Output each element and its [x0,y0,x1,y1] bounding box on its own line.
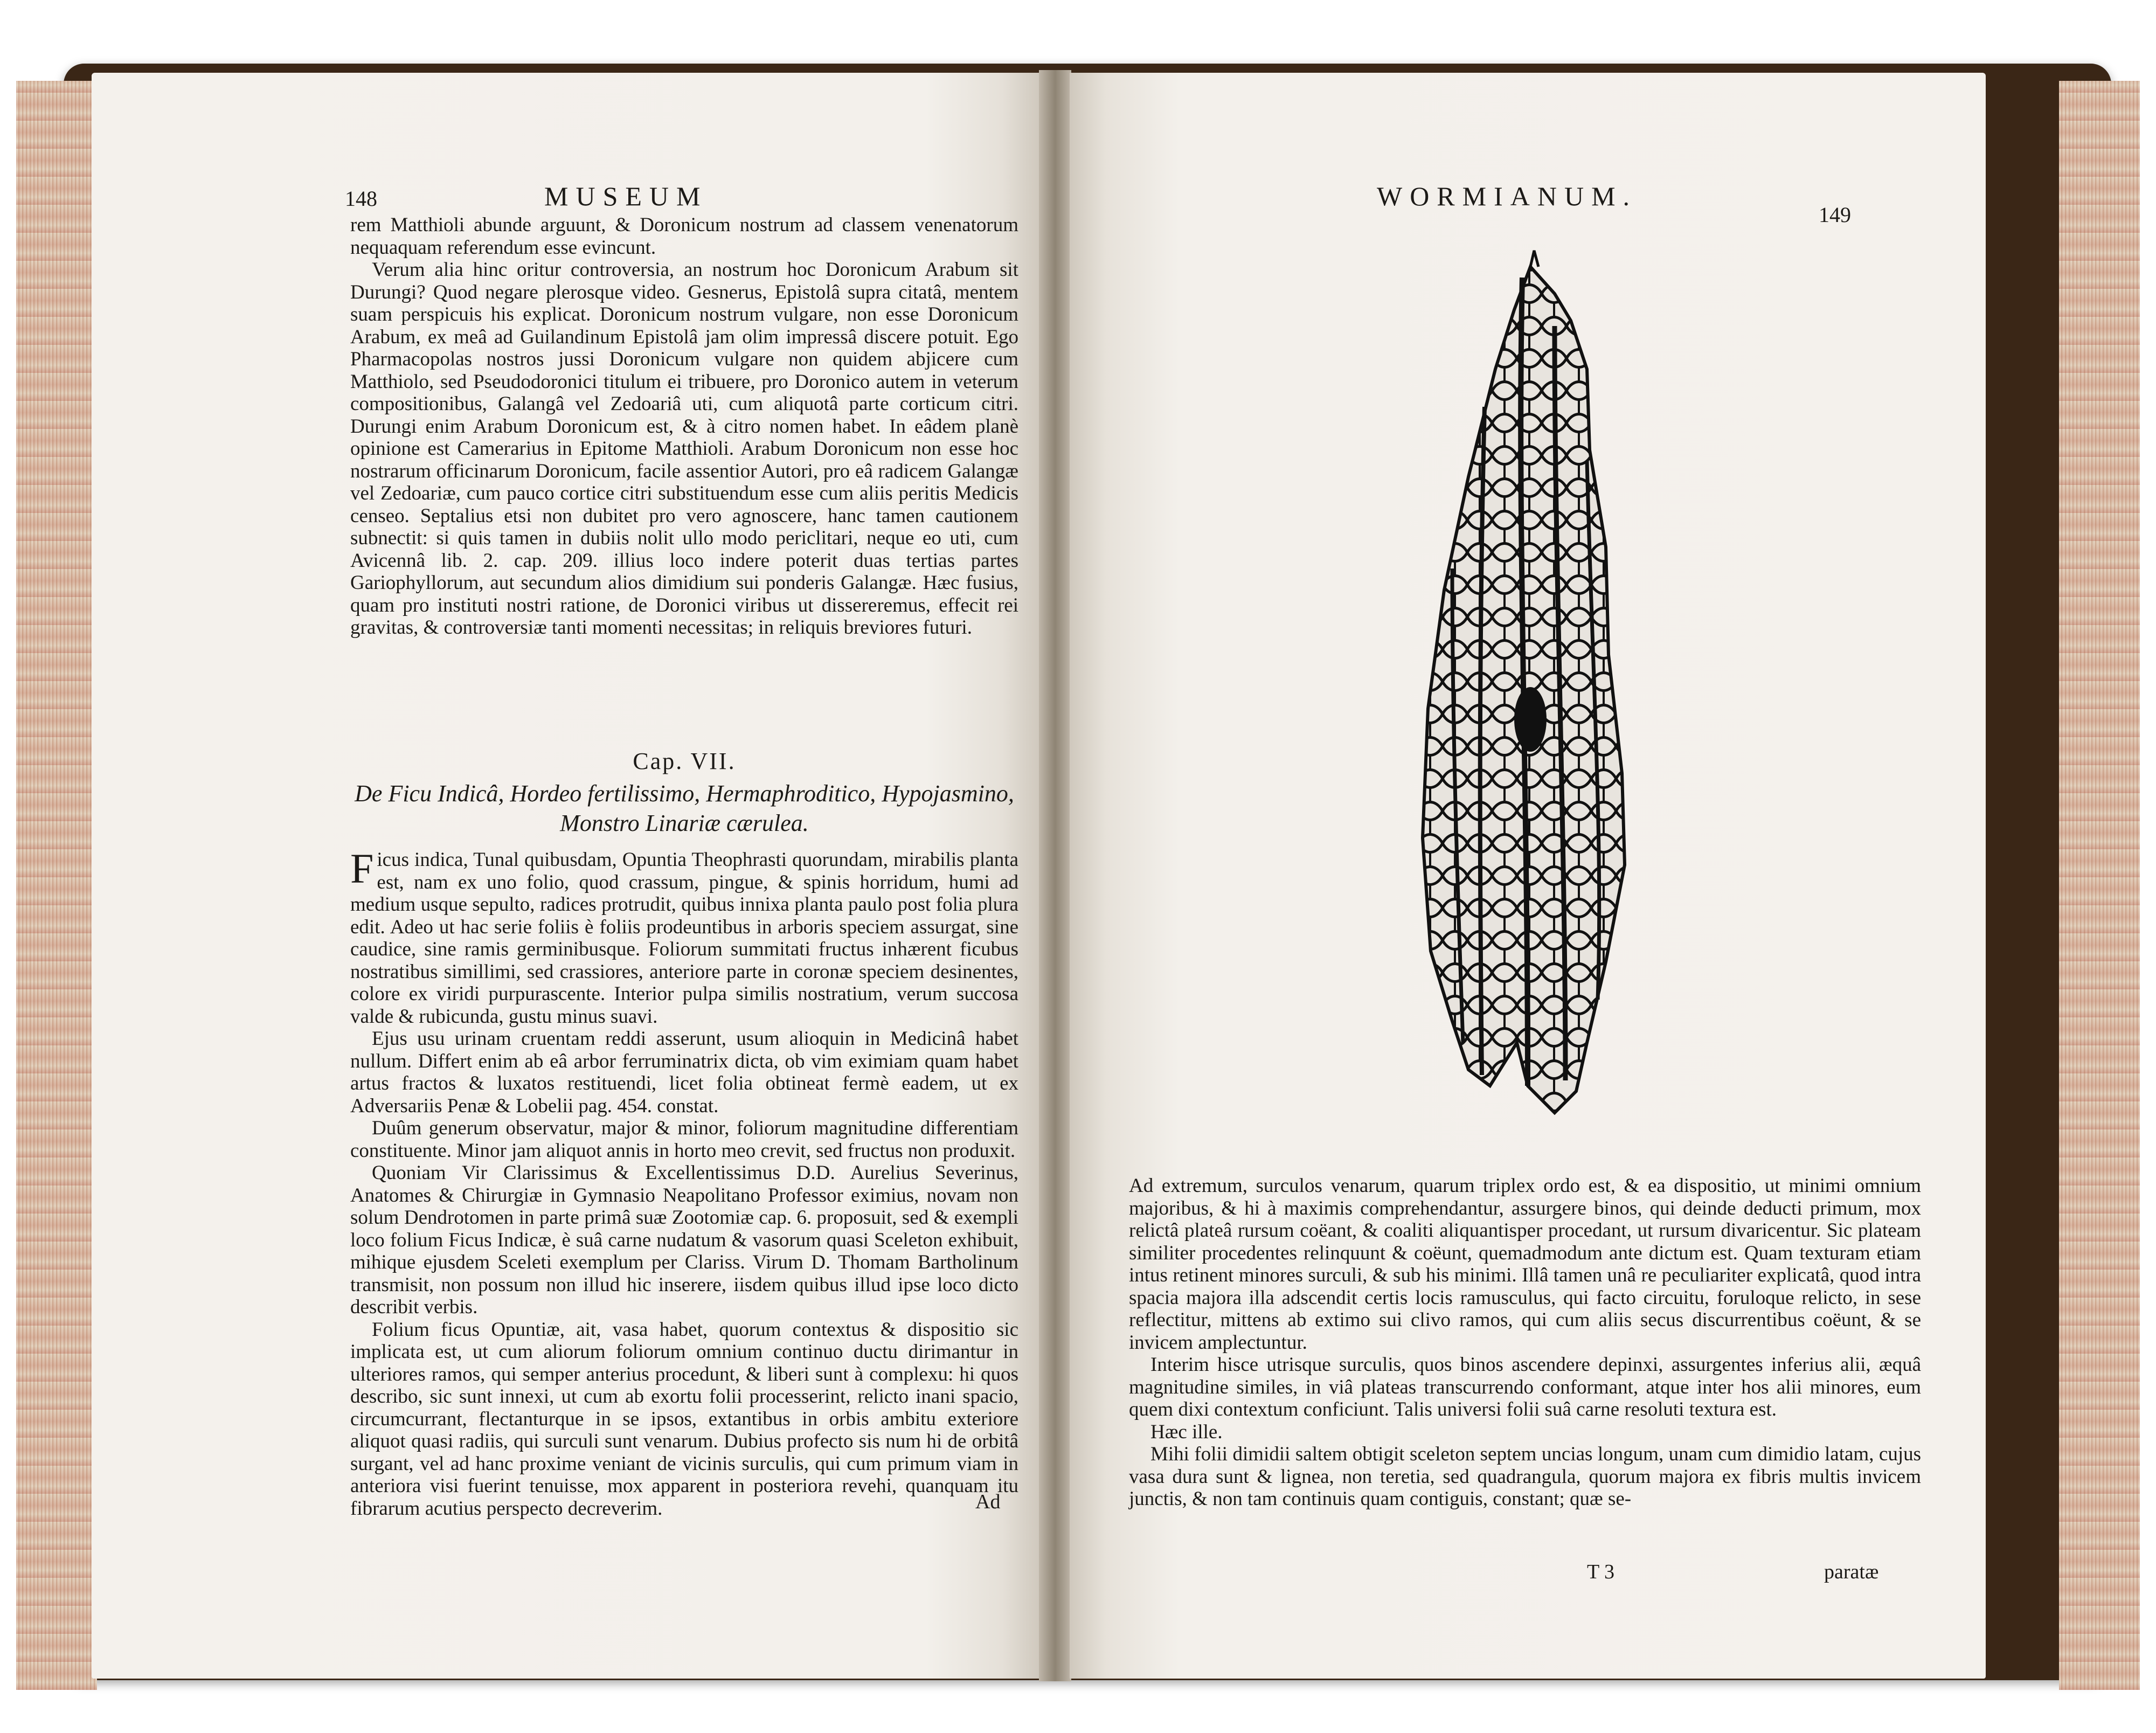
paragraph: Interim hisce utrisque surculis, quos binos ascendere depinxi, assurgentes inferius alii, æquâ magnitudine similes, in viâ plateas transcurrendo conformant, atque inter hos alii minores, eum quem dixi contextum conficiunt. Talis universi folii suâ carne resoluti textura est. [1129,1354,1921,1420]
page-number: 148 [345,186,377,211]
right-page-edges [2059,81,2140,1690]
catchword: paratæ [1824,1561,1879,1583]
left-page [92,73,1040,1679]
drop-cap: F [350,845,374,892]
subtitle-line: Monstro Linariæ cærulea. [560,810,809,836]
page-number: 149 [1819,203,1851,227]
subtitle-line: De Ficu Indicâ, Hordeo fertilissimo, Hermaphroditico, Hypojasmino, [355,780,1014,807]
right-page [1070,73,1986,1679]
paragraph: icus indica, Tunal quibusdam, Opuntia Theophrasti quorundam, mirabilis planta est, nam ex uno folio, quod crassum, pingue, & spinis horridum, humi ad medium usque sepulto, radices protrudit, quibus innixa planta paulo post folia plura edit. Adeo ut hac serie foliis è foliis prodeuntibus in arboris speciem assurgat, sine caudice, sine ramis germinibusque. Foliorum summitati fructus inhærent ficubus nostratibus simillimi, sed crassiores, anteriore parte in coronæ speciem desinentes, colore ex viridi purpurascente. Interior pulpa similis nostratium, verum succosa valde & rubicunda, gustu minus suavi. [350,849,1018,1028]
paragraph: Ad extremum, surculos venarum, quarum triplex ordo est, & ea dispositio, ut minimi omnium majoribus, & hi à maximis comprehendantur, assurgere binos, qui deinde deducti primum, mox relictâ plateâ rursum coëant, & coaliti aliquantisper procedant, ut rursum divaricentur. Sic plateam similiter procedentes relinquunt & coëunt, quemadmodum ante dictum est. Quam texturam etiam intus retinent minores surculi, & sub his minimi. Illâ tamen unâ re peculiariter explicatâ, quod intra spacia majora illa adscendit certis locis ramusculus, qui facto circuitu, foruloque relicto, in sese reflectitur, mittens ab extimo sui clivo ramos, qui cum aliis secus discurrentibus coëunt, & se invicem amplectuntur. [1129,1175,1921,1354]
chapter-heading: Cap. VII. [633,748,736,774]
text-block-top [350,214,1018,639]
paragraph: Verum alia hinc oritur controversia, an nostrum hoc Doronicum Arabum sit Durungi? Quod negare plerosque video. Gesnerus, Epistolâ supra citatâ, mentem suam perspicuis his explicat. Doronicum nostrum vulgare, non esse Doronicum Arabum, ex meâ ad Guilandinum Epistolâ jam olim impressâ discere potuit. Ego Pharmacopolas nostros jussi Doronicum vulgare non quidem abjicere cum Matthiolo, sed Pseudodoronici titulum ei tribuere, pro Doronico autem in veterum compositionibus, Galangâ vel Zedoariâ uti, cum aliquotâ parte corticum citri. Durungi enim Arabum Doronicum est, & à citro nomen habet. In eâdem planè opinione est Camerarius in Epitome Matthioli. Arabum Doronicum non esse hoc nostrarum officinarum Doronicum, facile assentior Autori, pro eâ radicem Galangæ vel Zedoariæ, cum pauco cortice citri substituendum esse cum aliis peritis Medicis censeo. Septalius etsi non dubitet pro vero agnoscere, hanc tamen cautionem subnectit: si quis tamen in dubiis nolit ullo modo periclitari, neque eo uti, cum Avicennâ lib. 2. cap. 209. illius loco indere poterit duas tertias partes Gariophyllorum, aut secundum alios dimidium sui ponderis Galangæ. Hæc fusius, quam pro instituti nostri ratione, de Doronici viribus ut dissereremus, effecit rei gravitas, & controversiæ tanti momenti necessitas; in reliquis breviores futuri. [350,259,1018,639]
paragraph: rem Matthioli abunde arguunt, & Doronicum nostrum ad classem venenatorum nequaquam referendum esse evincunt. [350,214,1018,259]
catchword: Ad [975,1491,1001,1513]
signature-mark: T 3 [1587,1561,1615,1583]
paragraph: Duûm generum observatur, major & minor, foliorum magnitudine differentiam constituente. Minor jam aliquot annis in horto meo crevit, sed fructus non produxit. [350,1117,1018,1162]
running-head: WORMIANUM. [1377,181,1638,211]
leaf-skeleton-woodcut [1393,245,1641,1161]
paragraph: Ejus usu urinam cruentam reddi asserunt, usum alioquin in Medicinâ habet nullum. Differt enim ab eâ arbor ferruminatrix dicta, ob vim eximiam quam habet artus fractos & luxatos restituendi, licet folia obtineat fermè eadem, ut ex Adversariis Penæ & Lobelii pag. 454. constat. [350,1028,1018,1117]
text-block [1129,1175,1921,1510]
paragraph: Folium ficus Opuntiæ, ait, vasa habet, quorum contextus & dispositio sic implicata est, ut cum aliorum foliorum omnium continuo ductu dirimantur in ulteriores ramos, qui semper anterius procedunt, & liberi sunt à complexu: hi quos describo, sic sunt innexi, ut cum ab exortu folii processerint, relicto inani spacio, circumcurrant, flectanturque in se ipsos, extantibus in orbis ambitu exteriore aliquot quasi radiis, qui surculi sunt venarum. Dubius profecto sis num hi de orbitâ surgant, vel ad hanc proxime veniant de vicinis surculis, qui cum primum viam in anteriora visi fuerint tenuisse, mox apparent in posteriora revehi, quanquam itu fibrarum acutius perspecto decreverim. [350,1318,1018,1520]
running-head: MUSEUM [544,181,708,211]
paragraph: Mihi folii dimidii saltem obtigit sceleton septem uncias longum, unam cum dimidio latam, cujus vasa dura sunt & lignea, non teretia, sed quadrangula, quorum majora ex fibris multis invicem junctis, & non tam continuis quam contiguis, constant; quæ se- [1129,1443,1921,1510]
paragraph: Quoniam Vir Clarissimus & Excellentissimus D.D. Aurelius Severinus, Anatomes & Chirurgiæ in Gymnasio Neapolitano Professor eximius, novam non solum Dendrotomen in parte primâ suæ Zootomiæ cap. 6. proposuit, sed & exempli loco folium Ficus Indicæ, è suâ carne nudatum & vasorum quasi Sceleton exhibuit, mihique ejusdem Sceleti exemplum per Clariss. Virum D. Thomam Bartholinum transmisit, non possum non illud hic inserere, iisdem quibus illud ipse loco dicto describit verbis. [350,1162,1018,1318]
book-gutter [1039,70,1071,1681]
chapter-subtitle [350,779,1018,838]
left-page-edges [16,81,97,1690]
text-block-bottom [350,845,1018,1520]
paragraph: Hæc ille. [1150,1420,1223,1443]
